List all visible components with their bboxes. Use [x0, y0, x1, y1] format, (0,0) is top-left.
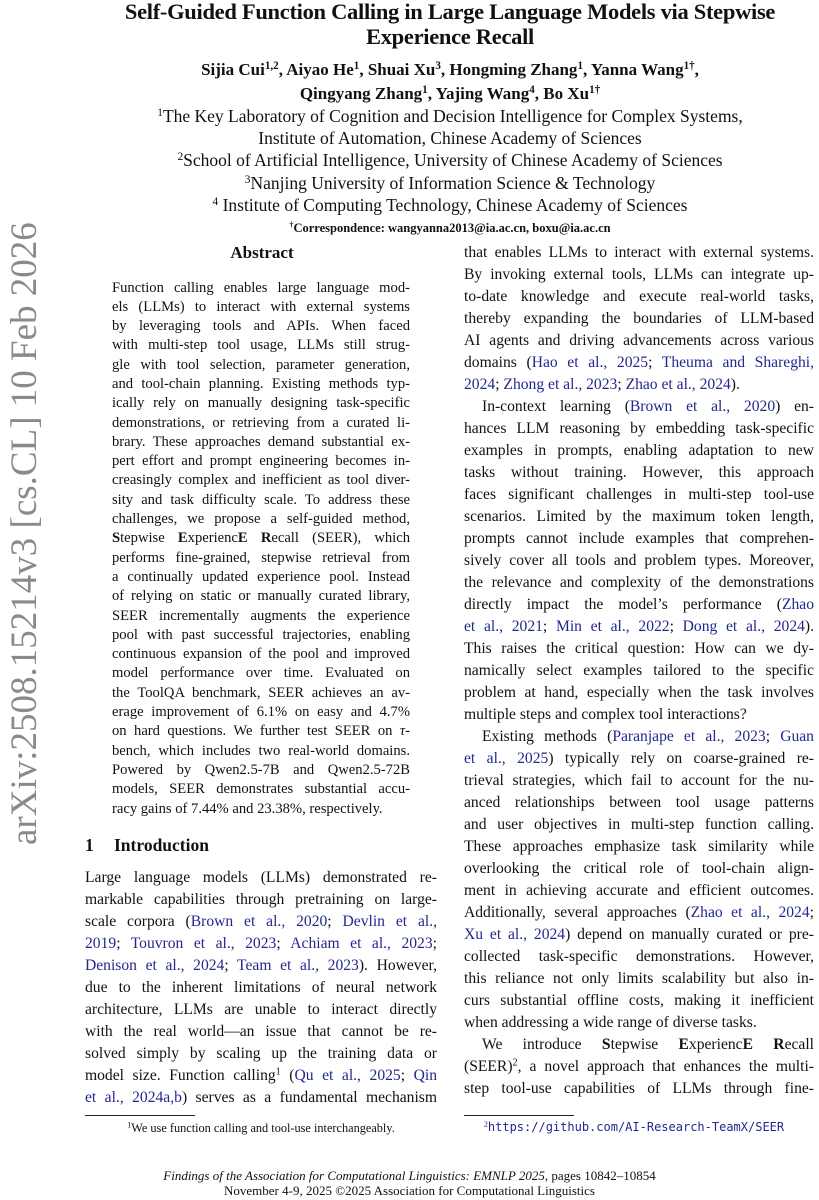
text-segment: ically rely on manually designing task-specific: [112, 395, 410, 412]
text-segment: when addressing a wide range of diverse tasks.: [464, 1014, 757, 1031]
text-line: [85, 933, 437, 955]
text-line: [112, 491, 410, 510]
text-segment: ) en-: [775, 398, 814, 415]
text-segment: Function calling enables large language mod-: [112, 279, 410, 296]
superscript: 3: [244, 173, 251, 186]
text-segment: Institute of Computing Technology, Chinese Academy of Sciences: [218, 194, 688, 215]
text-line: [112, 452, 410, 471]
text-line: [464, 990, 814, 1012]
text-line: [85, 955, 437, 977]
text-line: [112, 568, 410, 587]
text-line: [464, 374, 814, 396]
citation-link[interactable]: Denison et al., 2024: [85, 957, 225, 974]
text-segment: that enables LLMs to interact with external systems.: [464, 244, 814, 261]
text-segment: The Key Laboratory of Cognition and Decision Intelligence for Complex Systems,: [162, 106, 743, 126]
superscript: 2: [484, 1119, 488, 1129]
text-line: [112, 317, 410, 336]
text-line: [464, 902, 814, 924]
text-segment: -: [405, 723, 410, 740]
text-line: [464, 572, 814, 594]
text-segment: , Aiyao He: [278, 60, 354, 79]
text-segment: model performance over time. Evaluated on: [112, 665, 410, 682]
text-line: [464, 1078, 814, 1100]
paragraph: [40, 105, 819, 216]
text-line: [60, 82, 819, 106]
text-segment: ;: [648, 354, 662, 371]
text-segment: ecall: [784, 1036, 814, 1053]
text-line: [464, 616, 814, 638]
text-line: [85, 977, 437, 999]
text-segment: model size. Function calling: [85, 1067, 276, 1084]
text-segment: ;: [617, 376, 626, 393]
text-line: [464, 264, 814, 286]
paper-title: [60, 0, 819, 49]
text-segment: Existing methods (: [482, 728, 613, 745]
text-segment: ;: [224, 957, 238, 974]
text-segment: models, SEER demonstrates substantial accu-: [112, 781, 410, 798]
text-line: [112, 780, 410, 799]
text-line: [40, 105, 819, 127]
text-line: [85, 867, 437, 889]
text-segment: continuous expansion of the pool and improved: [112, 646, 410, 663]
introduction-left-column: [85, 867, 437, 1109]
text-line: [464, 748, 814, 770]
text-line: [464, 1056, 814, 1078]
superscript: 2: [512, 1057, 518, 1069]
citation-link[interactable]: et al., 2024a,b: [85, 1089, 182, 1106]
text-line: [464, 814, 814, 836]
citation-link[interactable]: Zhao et al., 2024: [625, 376, 731, 393]
text-segment: , Bo Xu: [534, 83, 590, 103]
text-line: [112, 356, 410, 375]
text-line: [112, 742, 410, 761]
citation-link[interactable]: et al., 2021: [464, 618, 543, 635]
text-segment: SEER incrementally augments the experience: [112, 607, 410, 624]
text-segment: scenarios. Limited by the maximum token length,: [464, 508, 814, 525]
text-line: [112, 761, 410, 780]
text-line: [85, 1120, 437, 1136]
text-segment: this reliance not only limits scalability but also in-: [464, 970, 814, 987]
text-segment: sively cover all tools and problem types. Moreover,: [464, 552, 814, 569]
bold-text: R: [260, 530, 272, 547]
text-segment: anced relationships between tool usage patterns: [464, 794, 814, 811]
text-line: [464, 528, 814, 550]
text-segment: School of Artificial Intelligence, University of Chinese Academy of Sciences: [183, 150, 723, 171]
text-segment: multiple steps and complex tool interactions?: [464, 706, 747, 723]
text-segment: sity and task difficulty scale. To address these: [112, 491, 410, 508]
italic-text: Findings of the Association for Computational Linguistics: EMNLP 2025: [163, 1168, 545, 1183]
text-segment: pert effort and prompt engineering becomes in-: [112, 453, 410, 470]
text-line: [464, 594, 814, 616]
text-segment: ;: [765, 728, 781, 745]
text-segment: demonstrations, or retrieving from a curated li-: [112, 414, 410, 431]
superscript: 1†: [683, 59, 695, 72]
text-segment: ;: [327, 913, 343, 930]
section-number: 1: [85, 835, 94, 855]
text-segment: step tool-use capabilities of LLMs through fine-: [464, 1080, 814, 1097]
citation-link[interactable]: Brown et al., 2020: [629, 398, 776, 415]
text-line: [464, 352, 814, 374]
footnote-1: [85, 1120, 437, 1136]
text-segment: xperienc: [688, 1036, 743, 1053]
footnote-divider: [85, 1115, 195, 1116]
text-line: [464, 462, 814, 484]
text-segment: (SEER): [464, 1058, 513, 1075]
citation-link[interactable]: Brown et al., 2020: [190, 913, 328, 930]
paragraph: [464, 726, 814, 1034]
text-line: [112, 645, 410, 664]
text-segment: with the real world—an issue that cannot be re-: [85, 1023, 437, 1040]
citation-link[interactable]: Touvron et al., 2023: [130, 935, 277, 952]
text-line: [464, 682, 814, 704]
text-segment: the relevance and complexity of the demonstrations: [464, 574, 814, 591]
text-line: [112, 626, 410, 645]
abstract-heading: Abstract: [230, 243, 294, 262]
abstract-body: [112, 279, 410, 819]
text-segment: [753, 1036, 773, 1053]
text-segment: examples in prompts, enabling adaptation to new: [464, 442, 814, 459]
text-segment: collected task-specific demonstrations. However,: [464, 948, 814, 965]
text-line: [464, 660, 814, 682]
text-line: [112, 800, 410, 819]
text-segment: ;: [495, 376, 504, 393]
citation-link[interactable]: Achiam et al., 2023: [290, 935, 433, 952]
text-line: [112, 529, 410, 548]
superscript: 1: [577, 59, 583, 72]
url-link[interactable]: https://github.com/AI-Research-TeamX/SEER: [487, 1120, 785, 1134]
text-segment: prompts cannot include examples that comprehen-: [464, 530, 814, 547]
superscript: 1: [275, 1066, 281, 1078]
text-line: [464, 946, 814, 968]
text-segment: , pages 10842–10854: [544, 1168, 656, 1183]
paragraph: [484, 1119, 816, 1135]
text-segment: ;: [542, 618, 556, 635]
introduction-right-column: [464, 242, 814, 1100]
citation-link[interactable]: 2019: [85, 935, 117, 952]
text-line: [464, 506, 814, 528]
citation-link[interactable]: Hao et al., 2025: [531, 354, 649, 371]
text-segment: to-date knowledge and execute real-world tasks,: [464, 288, 814, 305]
text-segment: and tool-chain planning. Existing methods typ-: [112, 375, 410, 392]
text-segment: xperienc: [187, 530, 238, 547]
text-segment: We use function calling and tool-use interchangeably.: [131, 1121, 395, 1135]
text-line: [464, 858, 814, 880]
footnote-divider: [464, 1115, 574, 1116]
text-segment: problem at hand, especially when the task involves: [464, 684, 814, 701]
text-segment: a continually updated experience pool. Instead: [112, 568, 410, 585]
text-segment: trieval strategies, which fail to account for the nu-: [464, 772, 814, 789]
text-line: [85, 1065, 437, 1087]
text-segment: This raises the critical question: How can we dy-: [464, 640, 814, 657]
text-segment: , Hongming Zhang: [440, 60, 578, 79]
text-line: [464, 726, 814, 748]
citation-link[interactable]: Team et al., 2023: [237, 957, 359, 974]
text-segment: Experience Recall: [366, 24, 534, 49]
text-line: [112, 684, 410, 703]
text-segment: In-context learning (: [482, 398, 630, 415]
paragraph: [60, 0, 819, 49]
text-segment: , Yajing Wang: [427, 83, 530, 103]
affiliations: [40, 105, 819, 216]
text-segment: architecture, LLMs are unable to interact directly: [85, 1001, 437, 1018]
superscript: 1: [353, 59, 360, 72]
text-line: [112, 510, 410, 529]
text-line: [40, 194, 819, 216]
text-segment: thereby expanding the boundaries of LLM-based: [464, 310, 814, 327]
text-segment: These approaches emphasize task similarity while: [464, 838, 814, 855]
text-segment: tasks without training. However, this approach: [464, 464, 814, 481]
text-line: [464, 484, 814, 506]
citation-link[interactable]: et al., 2025: [464, 750, 549, 767]
text-line: [40, 149, 819, 171]
citation-link[interactable]: Paranjape et al., 2023: [612, 728, 766, 745]
text-line: [0, 1183, 819, 1198]
text-segment: by leveraging tools and APIs. When faced: [112, 318, 410, 335]
text-segment: Sijia Cui: [201, 60, 265, 79]
text-line: [464, 638, 814, 660]
arxiv-stamp: arXiv:2508.15214v3 [cs.CL] 10 Feb 2026: [4, 222, 45, 845]
superscript: 4: [529, 83, 535, 96]
bold-text: E: [237, 530, 248, 547]
citation-link[interactable]: Qu et al., 2025: [294, 1067, 401, 1084]
citation-link[interactable]: Guan: [780, 728, 814, 745]
paragraph: [464, 1034, 814, 1100]
citation-link[interactable]: Xu et al., 2024: [464, 926, 566, 943]
text-segment: Institute of Automation, Chinese Academy of Sciences: [258, 128, 642, 149]
text-segment: bench, which includes two real-world domains.: [112, 742, 410, 759]
text-segment: directly impact the model’s performance (: [464, 596, 782, 613]
text-line: [464, 550, 814, 572]
text-line: [85, 999, 437, 1021]
text-line: [112, 722, 410, 741]
paragraph: [464, 242, 814, 396]
text-line: [112, 703, 410, 722]
text-line: [464, 924, 814, 946]
superscript: 1: [127, 1120, 132, 1130]
text-segment: ment in achieving accurate and efficient outcomes.: [464, 882, 814, 899]
text-segment: , Yanna Wang: [582, 60, 684, 79]
text-segment: , a novel approach that enhances the multi-: [517, 1058, 814, 1075]
text-line: [464, 836, 814, 858]
italic-text: τ: [399, 723, 406, 740]
text-line: [484, 1119, 816, 1135]
text-segment: els (LLMs) to interact with external systems: [112, 298, 410, 315]
text-segment: ;: [116, 935, 131, 952]
text-line: [112, 414, 410, 433]
bold-text: S: [112, 530, 121, 547]
bold-text: E: [177, 530, 188, 547]
text-line: [60, 24, 819, 49]
text-line: [112, 375, 410, 394]
paragraph: [0, 1168, 819, 1198]
text-segment: ).: [804, 618, 815, 635]
text-segment: solved simply by scaling up the training data or: [85, 1045, 437, 1062]
text-segment: overlooking the critical role of tool-chain align-: [464, 860, 814, 877]
text-line: [85, 889, 437, 911]
text-segment: [248, 530, 261, 546]
superscript: 1,2: [264, 59, 279, 72]
section-title: Introduction: [114, 835, 209, 855]
text-segment: with multi-step tool usage, LLMs still strug-: [112, 337, 410, 354]
footnote-2-link[interactable]: [464, 1119, 816, 1135]
superscript: 4: [212, 195, 219, 208]
superscript: 2: [177, 151, 184, 164]
text-segment: November 4-9, 2025 ©2025 Association for Computational Linguistics: [224, 1183, 595, 1198]
author-list: [60, 58, 819, 105]
paragraph: [85, 867, 437, 1109]
text-line: [0, 1168, 819, 1183]
text-line: [85, 1087, 437, 1109]
citation-link[interactable]: Theuma and Shareghi,: [661, 354, 815, 371]
superscript: 1: [157, 106, 163, 119]
text-line: [112, 607, 410, 626]
text-segment: Nanjing University of Information Science & Technology: [250, 172, 656, 193]
text-line: [112, 433, 410, 452]
bold-text: E: [742, 1036, 753, 1053]
text-segment: Additionally, several approaches (: [464, 904, 691, 921]
text-segment: We introduce: [482, 1036, 602, 1053]
text-segment: By invoking external tools, LLMs can integrate up-: [464, 266, 814, 283]
text-segment: namically select examples tailored to the specific: [464, 662, 814, 679]
text-line: [60, 219, 819, 237]
text-line: [464, 286, 814, 308]
text-segment: tepwise: [610, 1036, 679, 1053]
text-line: [85, 1043, 437, 1065]
text-line: [464, 792, 814, 814]
text-line: [112, 587, 410, 606]
text-segment: Large language models (LLMs) demonstrated re-: [85, 869, 437, 886]
text-segment: AI agents and driving advancements across various: [464, 332, 814, 349]
text-segment: ) typically rely on coarse-grained re-: [548, 750, 815, 767]
text-line: [112, 549, 410, 568]
citation-link[interactable]: Devlin et al.,: [342, 913, 438, 930]
text-segment: Self-Guided Function Calling in Large Language Models via Stepwise: [124, 0, 776, 24]
text-segment: on hard questions. We further test SEER on: [112, 723, 400, 740]
text-segment: hances LLM reasoning by embedding task-specific: [464, 420, 814, 437]
citation-link[interactable]: 2024: [464, 376, 496, 393]
text-segment: ;: [276, 935, 291, 952]
text-line: [112, 298, 410, 317]
paragraph: [464, 396, 814, 726]
text-segment: Powered by Qwen2.5-7B and Qwen2.5-72B: [112, 761, 410, 778]
text-segment: domains (: [464, 354, 532, 371]
text-segment: tepwise: [120, 530, 178, 547]
section-heading-introduction: [85, 833, 209, 857]
text-segment: scale corpora (: [85, 913, 191, 930]
bold-text: E: [678, 1036, 689, 1053]
text-segment: Correspondence: wangyanna2013@ia.ac.cn, boxu@ia.ac.cn: [293, 221, 611, 235]
text-segment: ecall (SEER), which: [271, 530, 410, 547]
text-segment: curs substantial offline costs, making it inefficient: [464, 992, 814, 1009]
text-segment: ;: [400, 1067, 414, 1084]
text-line: [464, 396, 814, 418]
text-segment: , Shuai Xu: [359, 60, 436, 79]
text-line: [112, 471, 410, 490]
text-segment: challenges, we propose a self-guided method,: [112, 511, 410, 528]
paragraph: [60, 219, 819, 237]
text-line: [112, 279, 410, 298]
text-line: [85, 911, 437, 933]
text-line: [60, 0, 819, 24]
citation-link[interactable]: Zhong et al., 2023: [503, 376, 618, 393]
text-segment: ;: [809, 904, 814, 921]
text-segment: ). However,: [358, 957, 437, 974]
text-segment: ).: [730, 376, 740, 393]
text-segment: markable capabilities through pretraining on large-: [85, 891, 437, 908]
text-segment: ;: [432, 935, 437, 952]
text-line: [112, 394, 410, 413]
superscript: 1†: [589, 83, 601, 96]
text-segment: due to the inherent limitations of neural network: [85, 979, 437, 996]
text-line: [85, 1021, 437, 1043]
text-line: [40, 172, 819, 194]
text-line: [464, 242, 814, 264]
text-line: [60, 58, 819, 82]
text-line: [464, 704, 814, 726]
text-line: [112, 664, 410, 683]
text-segment: Qingyang Zhang: [299, 83, 423, 103]
text-segment: brary. These approaches demand substantial ex-: [112, 433, 410, 450]
text-segment: faces significant challenges in multi-step tool-use: [464, 486, 814, 503]
text-segment: performs fine-grained, stepwise retrieval from: [112, 549, 410, 566]
superscript: 1: [422, 83, 428, 96]
paragraph: [60, 58, 819, 105]
text-segment: erage improvement of 6.1% on easy and 4.7%: [112, 704, 410, 721]
text-segment: (: [280, 1067, 295, 1084]
text-line: [464, 880, 814, 902]
text-line: [464, 1012, 814, 1034]
citation-link[interactable]: Qin: [413, 1067, 437, 1084]
correspondence: [60, 219, 819, 237]
text-segment: of relying on static or manually curated library,: [112, 588, 410, 605]
text-line: [40, 127, 819, 149]
page-footer: [0, 1168, 819, 1198]
paragraph: [85, 1120, 437, 1136]
text-segment: and user objectives in multi-step function calling.: [464, 816, 814, 833]
text-line: [464, 1034, 814, 1056]
text-segment: creasingly complex and inefficient as tool diver-: [112, 472, 410, 489]
superscript: 3: [435, 59, 441, 72]
text-line: [464, 968, 814, 990]
text-segment: ) depend on manually curated or pre-: [565, 926, 814, 943]
text-line: [464, 308, 814, 330]
text-line: [464, 770, 814, 792]
text-segment: pool with past successful trajectories, enabling: [112, 626, 410, 643]
text-line: [112, 336, 410, 355]
bold-text: S: [601, 1036, 611, 1053]
text-segment: ) serves as a fundamental mechanism: [181, 1089, 438, 1106]
text-line: [464, 330, 814, 352]
paragraph: [112, 279, 410, 819]
citation-link[interactable]: Dong et al., 2024: [682, 618, 805, 635]
citation-link[interactable]: Min et al., 2022: [555, 618, 670, 635]
text-segment: ,: [694, 60, 699, 79]
citation-link[interactable]: Zhao: [781, 596, 814, 613]
text-line: [464, 418, 814, 440]
text-segment: ;: [669, 618, 683, 635]
citation-link[interactable]: Zhao et al., 2024: [690, 904, 810, 921]
text-segment: racy gains of 7.44% and 23.38%, respectively.: [112, 800, 383, 817]
text-segment: the ToolQA benchmark, SEER achieves an av-: [112, 684, 410, 701]
text-segment: gle with tool selection, parameter generation,: [112, 356, 410, 373]
bold-text: R: [773, 1036, 785, 1053]
superscript: †: [289, 220, 294, 230]
text-line: [464, 440, 814, 462]
